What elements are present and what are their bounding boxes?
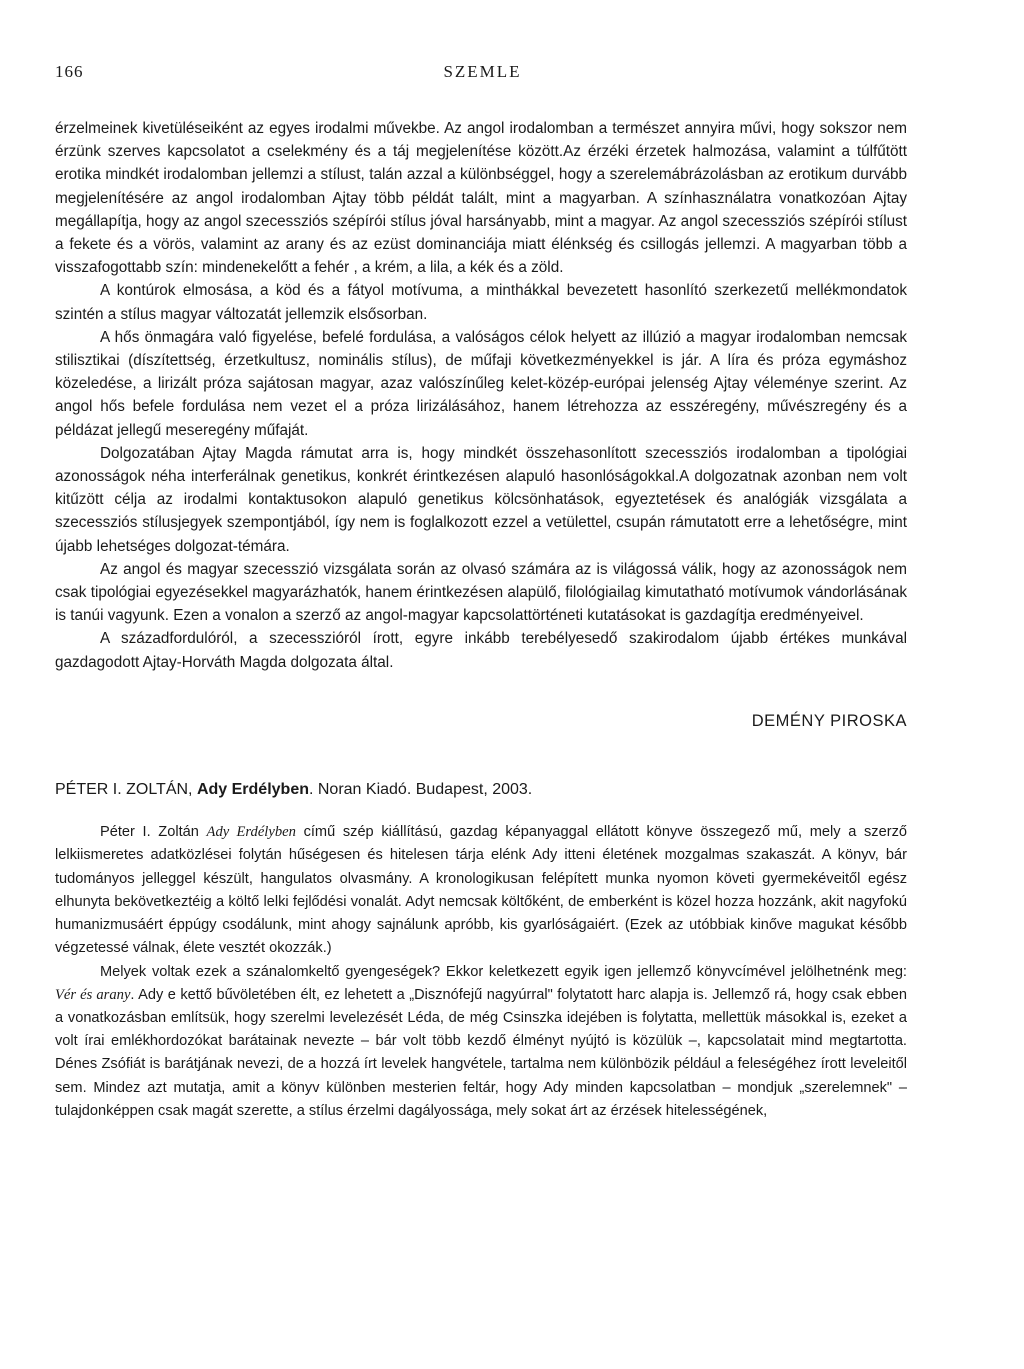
- citation-publisher: . Noran Kiadó. Budapest, 2003.: [308, 781, 533, 799]
- review-p2-pre: Melyek voltak ezek a szánalomkeltő gyengeségek? Ekkor keletkezett egyik igen jellemző könyvcímével jelölhetnénk meg:: [100, 963, 907, 980]
- page-number: 166: [55, 62, 84, 81]
- review-p1-pre: Péter I. Zoltán: [100, 824, 207, 841]
- paragraph-2: A kontúrok elmosása, a köd és a fátyol motívuma, a minthákkal bevezetett hasonlító szerkezetű mellékmondatok szintén a stílus magyar változatát jellemzik elsősorban.: [55, 282, 907, 323]
- review-p2-post: . Ady e kettő bűvöletében élt, ez lehetett a „Disznófejű nagyúrral" folytatott harc alapja is. Jellemző rá, hogy csak ebben a vonatkozásban említsük, hogy szerelmi levelezését Lédа, de még Csinszka idejében is folytatta, mellettük másokkal is, ezeket a volt írai emlékhordozókat barátainak nevezte – bár volt több kezdő élményt nyújtó is közülük –, kapcsolatait mind megtartotta. Dénes Zsófiát is barátjának nevezi, de a hozzá írt levelek hangvétele, tartalma nem különbözik például a feleségéhez írott leveleitől sem. Mindez azt mutatja, amit a könyv különben mesterien feltár, hogy Ady minden kapcsolatban – mondjuk „szerelemnek" – tulajdonképpen csak magát szerette, a stílus érzelmi dagályossága, mely sokat árt az érzések hitelességének,: [55, 986, 907, 1119]
- book-citation: [55, 778, 907, 801]
- review-signature: DEMÉNY PIROSKA: [751, 711, 907, 730]
- running-title: SZEMLE: [443, 62, 522, 81]
- paragraph-4: Dolgozatában Ajtay Magda rámutat arra is, hogy mindkét összehasonlított szecessziós irodalomban a tipológiai azonosságok néha interferálnak genetikus, konkrét érintkezésen alapuló hasonlóságokkal.A dolgozatnak azonban nem volt kitűzött célja az irodalmi kontaktusokon alapuló genetikus kölcsönhatások, egyeztetések és analógiák vizsgálata a szecessziós stílusjegyek szempontjából, így nem is foglalkozott ezzel a vetülettel, csupán rámutatott erre a lehetőségre, mint újabb lehetséges dolgozat-témára.: [55, 444, 907, 555]
- paragraph-1: érzelmeinek kivetüléseiként az egyes irodalmi művekbe. Az angol irodalomban a természet annyira művi, hogy sokszor nem érzünk szerves kapcsolatot a cselekmény és a táj megjelenítése között.Az érzéki érzetek halmozása, valamint a túlfűtött erotika mindkét irodalomban jellemzi a stílust, talán azzal a különbséggel, hogy a szerelemábrázolásban az erotikum durvább megjelenítésére az angol irodalomban Ajtay több példát talált, mint a magyarban. A színhasználatra vonatkozóan Ajtay megállapítja, hogy az angol szecessziós szépírói stílus jóval harsányabb, mint a magyar. Az angol szecessziós szépírói stílust a fekete és a vörös, valamint az arany és az ezüst dominanciája miatt élénkség és csillogás jellemzi. A magyarban több a visszafogottabb szín: mindenekelőtt a fehér , a krém, a lila, a kék és a zöld.: [55, 120, 907, 277]
- citation-author: PÉTER I. ZOLTÁN,: [55, 781, 193, 799]
- review-paragraph-1: [55, 821, 907, 960]
- review-p1-post: című szép kiállítású, gazdag képanyaggal ellátott könyve összegező mű, mely a szerző lelkiismeretes adatközlései folytán hűségesen és hitelesen tárja elénk Ady itteni életének mozgalmas szakaszát. A könyv, bár tudományos jelleggel készült, hangulatos olvasmány. A kronologikusan felépített munka nyomon követi gyermekéveitől egész elhunyta bekövetkeztéig a költő lelki fejlődési vonalát. Adyt nemcsak költőként, de emberként is közel hozza hozzánk, akit nagyfokú humanizmusáért éppúgy csodálunk, mint ahogy sajnálunk apróbb, kis gyarlóságaiért. (Ezek az utóbbiak kinőve magukat később végzetessé válnak, élete vesztét okozzák.): [55, 824, 907, 957]
- review-p1-title: Ady Erdélyben: [206, 824, 296, 841]
- article-body: [55, 117, 907, 1123]
- paragraph-5: Az angol és magyar szecesszió vizsgálata során az olvasó számára az is világossá válik, hogy az azonosságok nem csak tipológiai egyezésekkel magyarázhatók, hanem érintkezésen alapülő, filológiailag kimutatható motívumok vándorlásának is tanúi vagyunk. Ezen a vonalon a szerző az angol-magyar kapcsolattörténeti kutatásokat is gazdagítja eredményeivel.: [55, 560, 908, 625]
- review-p2-title: Vér és arany: [55, 986, 131, 1003]
- paragraph-3: A hős önmagára való figyelése, befelé fordulása, a valóságos célok helyett az illúzió a magyar irodalomban nemcsak stilisztikai (díszítettség, érzetkultusz, nominális stílus), de műfaji következményekkel is jár. A líra és próza egymáshoz közeledése, a lirizált próza sajátosan magyar, azaz valószínűleg kelet-közép-európai jelenség Ajtay véleménye szerint. Az angol hős befele fordulása nem vezet el a próza lirizálásához, hanem létrehozza az esszéregény, művészregény és a példázat jellegű meseregény műfaját.: [55, 328, 907, 439]
- running-head: [55, 62, 910, 86]
- citation-title: Ady Erdélyben: [196, 781, 309, 799]
- review-paragraph-2: [55, 961, 907, 1123]
- paragraph-6: A századfordulóról, a szecesszióról írott, egyre inkább terebélyesedő szakirodalom újabb értékes munkával gazdagodott Ajtay-Horváth Magda dolgozata által.: [55, 630, 907, 671]
